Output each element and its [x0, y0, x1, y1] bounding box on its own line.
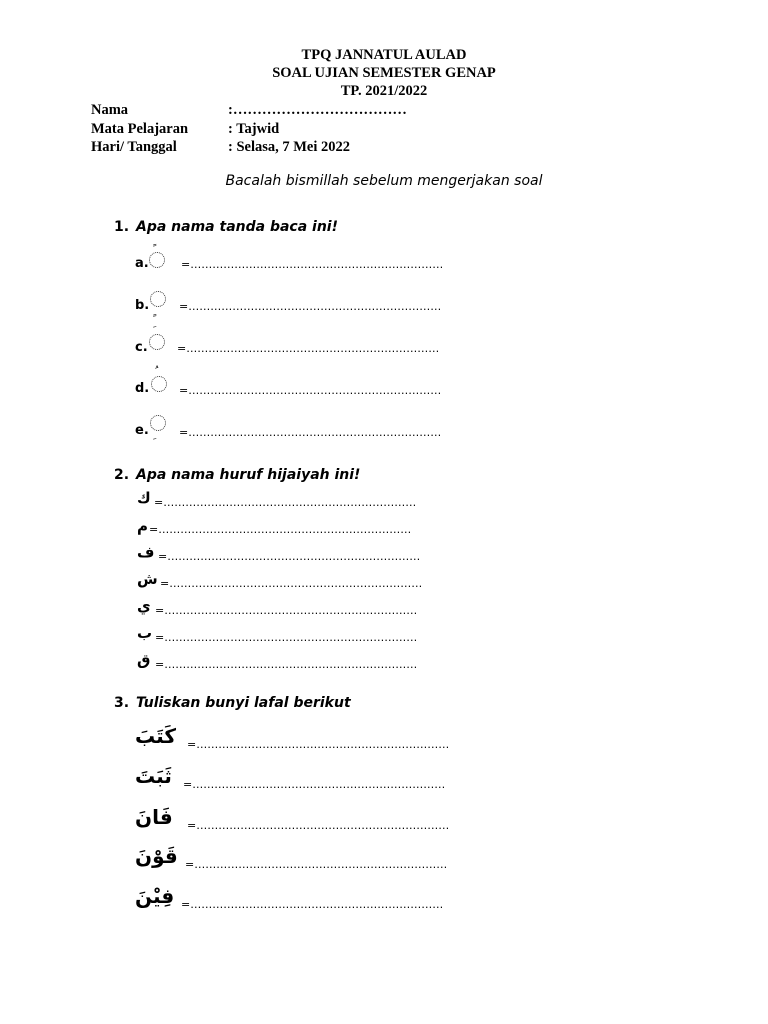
answer-line[interactable]: =……………………………………………………………: [185, 858, 448, 871]
answer-line[interactable]: =……………………………………………………………: [160, 577, 423, 590]
dotted-circle-icon: [150, 415, 166, 431]
student-info: [91, 101, 571, 157]
lafal-word: قَوْنَ: [135, 844, 178, 868]
mapel-label: Mata Pelajaran: [91, 120, 189, 137]
answer-line[interactable]: =……………………………………………………………: [187, 738, 450, 751]
question-1-text: Apa nama tanda baca ini!: [136, 219, 338, 235]
lafal-word: فِيْنَ: [135, 884, 175, 908]
exam-title: SOAL UJIAN SEMESTER GENAP: [272, 65, 496, 81]
nama-label: Nama: [91, 102, 129, 118]
dotted-circle-icon: [150, 291, 166, 307]
answer-line[interactable]: =……………………………………………………………: [177, 342, 440, 355]
info-row-mapel: [91, 120, 571, 139]
answer-line[interactable]: =……………………………………………………………: [179, 300, 442, 313]
school-name: TPQ JANNATUL AULAD: [301, 47, 467, 63]
info-row-nama: [91, 101, 571, 120]
info-row-tanggal: [91, 138, 571, 157]
exam-header: [0, 46, 768, 100]
answer-line[interactable]: =……………………………………………………………: [154, 496, 417, 509]
question-1-title: [114, 219, 338, 235]
answer-line[interactable]: =……………………………………………………………: [179, 426, 442, 439]
dotted-circle-icon: [151, 376, 167, 392]
question-2-title: [114, 467, 360, 483]
question-2-number: 2.: [114, 467, 130, 483]
school-year: TP. 2021/2022: [340, 83, 428, 99]
question-2-text: Apa nama huruf hijaiyah ini!: [136, 467, 361, 483]
hijaiyah-letter: ف: [137, 543, 155, 561]
tanggal-label: Hari/ Tanggal: [91, 139, 177, 155]
item-letter: d.: [135, 381, 150, 396]
answer-line[interactable]: =……………………………………………………………: [155, 658, 418, 671]
answer-line[interactable]: =……………………………………………………………: [181, 898, 444, 911]
tanggal-value: : Selasa, 7 Mei 2022: [228, 139, 351, 155]
item-letter: c.: [135, 340, 148, 355]
answer-line[interactable]: =……………………………………………………………: [183, 778, 446, 791]
dotted-circle-icon: [149, 334, 165, 350]
lafal-word: ثَبَتَ: [135, 764, 172, 788]
hijaiyah-letter: ب: [137, 624, 153, 642]
answer-line[interactable]: =……………………………………………………………: [149, 523, 412, 536]
hijaiyah-letter: ي: [137, 597, 151, 615]
hijaiyah-letter: ش: [137, 570, 158, 588]
nama-field[interactable]: :………………………………: [228, 102, 407, 118]
item-letter: a.: [135, 256, 149, 271]
mapel-value: : Tajwid: [228, 120, 280, 137]
hijaiyah-letter: ق: [137, 651, 151, 669]
hijaiyah-letter: م: [137, 517, 148, 535]
answer-line[interactable]: =……………………………………………………………: [181, 258, 444, 271]
dotted-circle-icon: [149, 252, 165, 268]
answer-line[interactable]: =……………………………………………………………: [158, 550, 421, 563]
answer-line[interactable]: =……………………………………………………………: [155, 631, 418, 644]
question-1-number: 1.: [114, 219, 130, 235]
lafal-word: فَانَ: [135, 805, 173, 829]
answer-line[interactable]: =……………………………………………………………: [179, 384, 442, 397]
question-3-title: [114, 695, 351, 711]
question-3-number: 3.: [114, 695, 130, 711]
hijaiyah-letter: ك: [137, 489, 151, 507]
item-letter: e.: [135, 423, 149, 438]
question-3-text: Tuliskan bunyi lafal berikut: [136, 695, 351, 711]
instruction-text: Bacalah bismillah sebelum mengerjakan soal: [225, 173, 543, 189]
answer-line[interactable]: =……………………………………………………………: [155, 604, 418, 617]
lafal-word: كَتَبَ: [135, 724, 176, 748]
answer-line[interactable]: =……………………………………………………………: [187, 819, 450, 832]
item-letter: b.: [135, 298, 150, 313]
